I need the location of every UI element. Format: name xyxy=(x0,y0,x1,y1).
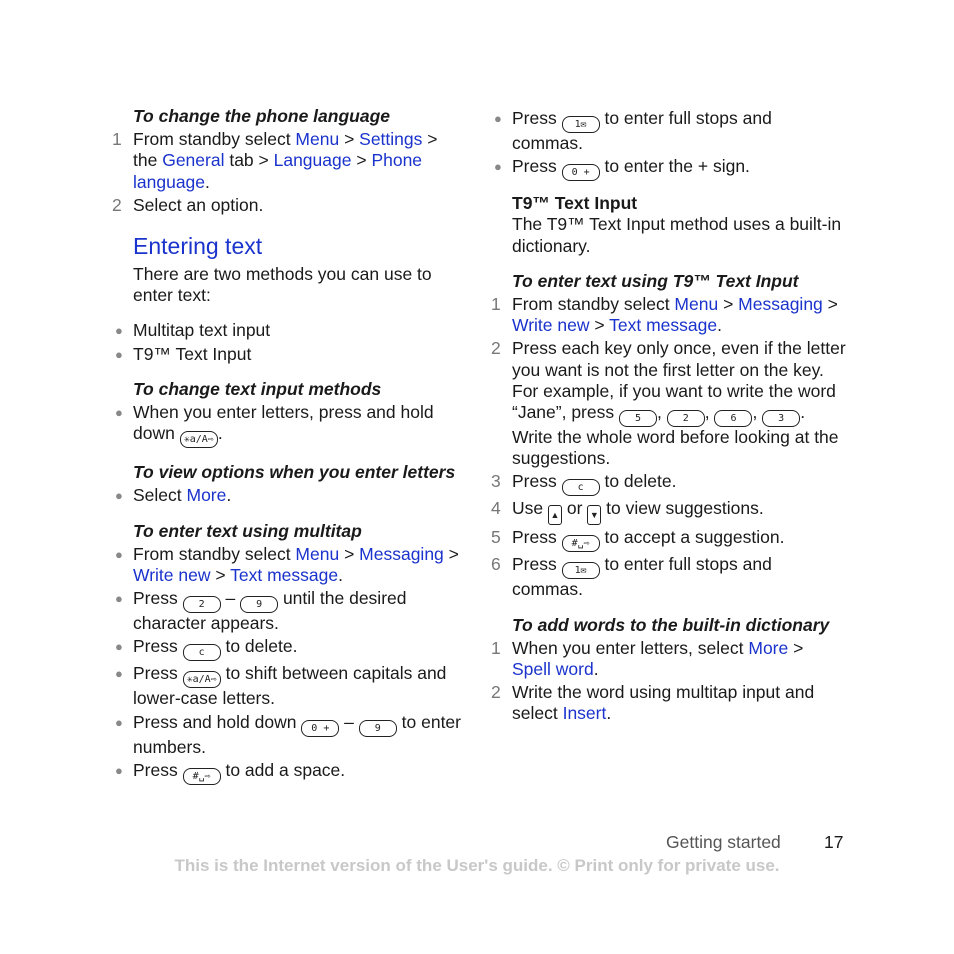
change-methods-list xyxy=(112,402,462,448)
list-item: ● Press ✳a/A⇨ to shift between capitals and lower-case letters. xyxy=(115,663,447,709)
change-methods-heading: To change text input methods xyxy=(133,378,382,399)
list-item: 6 Press 1✉ to enter full stops and commas. xyxy=(491,554,772,600)
key-c-icon: c xyxy=(183,644,221,661)
bullet-icon: ● xyxy=(115,323,123,339)
bullet-icon: ● xyxy=(115,666,123,682)
footer-note xyxy=(0,855,954,876)
list-item: 1 When you enter letters, select More > Spell word. xyxy=(491,637,804,680)
list-item: ● Select More. xyxy=(115,485,232,506)
t9-using-heading: To enter text using T9™ Text Input xyxy=(512,270,799,291)
multitap-heading: To enter text using multitap xyxy=(133,520,362,541)
page-number: 17 xyxy=(824,832,844,852)
list-item: 3 Press c to delete. xyxy=(491,471,846,496)
bullet-icon: ● xyxy=(115,762,123,778)
list-item: ● From standby select Menu > Messaging > Write new > Text message. xyxy=(115,543,459,586)
menu-link[interactable]: Menu xyxy=(674,294,719,315)
entering-text-title: Entering text xyxy=(133,233,263,260)
footer-section-name: Getting started xyxy=(666,832,781,852)
change-language-steps xyxy=(112,129,462,216)
view-options-list xyxy=(112,485,462,506)
list-item: ● When you enter letters, press and hold down ✳a/A⇨ . xyxy=(112,402,462,448)
list-item: 2 Select an option. xyxy=(112,194,264,215)
key-3-icon: 3 xyxy=(762,410,800,427)
bullet-icon: ● xyxy=(115,639,123,655)
text-message-link[interactable]: Text message xyxy=(609,315,718,336)
bullet-icon: ● xyxy=(115,405,123,421)
list-item: 2 Press each key only once, even if the letter you want is not the first letter on the key. For example, if you want to write the word “Jane”, press 5 , 2 , 6 , 3 . Write the whole word before looking at the suggestions. xyxy=(491,338,846,469)
bullet-icon: ● xyxy=(115,488,123,504)
menu-link[interactable]: Menu xyxy=(295,129,340,150)
language-link[interactable]: Language xyxy=(273,150,352,171)
key-2-icon: 2 xyxy=(667,410,705,427)
punctuation-list xyxy=(491,108,846,181)
nav-down-icon: ▼ xyxy=(587,505,601,525)
key-9-icon: 9 xyxy=(240,596,278,613)
list-item: ● Press 2 – 9 until the desired character appears. xyxy=(115,588,407,634)
more-link[interactable]: More xyxy=(186,485,227,506)
key-1-icon: 1✉ xyxy=(562,116,600,133)
key-c-icon: c xyxy=(562,479,600,496)
more-link[interactable]: More xyxy=(748,637,789,658)
hash-key-icon: #␣⇨ xyxy=(562,535,600,552)
t9-title: T9™ Text Input xyxy=(512,193,638,214)
list-item: ● Press 1✉ to enter full stops and commas. xyxy=(494,108,772,153)
key-6-icon: 6 xyxy=(714,410,752,427)
add-words-steps xyxy=(491,638,846,725)
list-item: ● Press and hold down 0 + – 9 to enter numbers. xyxy=(115,711,461,757)
footer-note-text: This is the Internet version of the User's guide. © Print only for private use. xyxy=(174,856,780,875)
list-item: ● Press #␣⇨ to add a space. xyxy=(112,760,462,785)
t9-text: The T9™ Text Input method uses a built-in dictionary. xyxy=(512,214,842,256)
add-words-heading: To add words to the built-in dictionary xyxy=(512,614,830,635)
bullet-icon: ● xyxy=(494,111,502,126)
list-item: ● Multitap text input xyxy=(115,320,271,341)
bullet-icon: ● xyxy=(115,346,123,362)
change-language-section xyxy=(112,106,462,216)
list-item: 1 From standby select Menu > Settings > the General tab > Language > Phone language. xyxy=(112,129,438,192)
write-new-link[interactable]: Write new xyxy=(133,565,211,586)
list-item: ● Press c to delete. xyxy=(112,636,462,661)
key-0-icon: 0 + xyxy=(562,164,600,181)
list-item: ● Press 0 + to enter the + sign. xyxy=(491,156,846,181)
list-item: 2 Write the word using multitap input and select Insert. xyxy=(491,682,815,724)
menu-link[interactable]: Menu xyxy=(295,543,340,564)
write-new-link[interactable]: Write new xyxy=(512,315,590,336)
bullet-icon: ● xyxy=(115,546,123,562)
entering-text-intro: There are two methods you can use to enter text: xyxy=(133,264,432,306)
key-2-icon: 2 xyxy=(183,596,221,613)
key-1-icon: 1✉ xyxy=(562,562,600,579)
settings-link[interactable]: Settings xyxy=(359,129,423,150)
bullet-icon: ● xyxy=(494,159,502,175)
list-item: 1 From standby select Menu > Messaging > Write new > Text message. xyxy=(491,294,838,336)
left-column xyxy=(112,106,462,787)
key-9-icon: 9 xyxy=(359,720,397,737)
bullet-icon: ● xyxy=(115,714,123,730)
messaging-link[interactable]: Messaging xyxy=(738,294,823,315)
hash-key-icon: #␣⇨ xyxy=(183,768,221,785)
bullet-icon: ● xyxy=(115,591,123,607)
spell-word-link[interactable]: Spell word xyxy=(512,659,594,680)
key-0-icon: 0 + xyxy=(301,720,339,737)
phone-language-link[interactable]: Phone language xyxy=(133,150,423,192)
input-methods-list xyxy=(112,320,462,364)
list-item: 4 Use ▲ or ▼ to view suggestions. xyxy=(491,498,846,525)
nav-up-icon: ▲ xyxy=(548,505,562,525)
key-5-icon: 5 xyxy=(619,410,657,427)
messaging-link[interactable]: Messaging xyxy=(359,543,444,564)
change-language-heading: To change the phone language xyxy=(133,106,391,126)
view-options-heading: To view options when you enter letters xyxy=(133,462,456,483)
list-item: 5 Press #␣⇨ to accept a suggestion. xyxy=(491,527,846,552)
star-key-icon: ✳a/A⇨ xyxy=(180,431,218,448)
multitap-list xyxy=(112,544,462,785)
general-link[interactable]: General xyxy=(162,150,225,171)
list-item: ● T9™ Text Input xyxy=(115,343,252,364)
right-column xyxy=(491,106,846,727)
star-key-icon: ✳a/A⇨ xyxy=(183,671,221,688)
insert-link[interactable]: Insert xyxy=(562,703,607,724)
text-message-link[interactable]: Text message xyxy=(230,565,339,586)
t9-steps xyxy=(491,294,846,601)
